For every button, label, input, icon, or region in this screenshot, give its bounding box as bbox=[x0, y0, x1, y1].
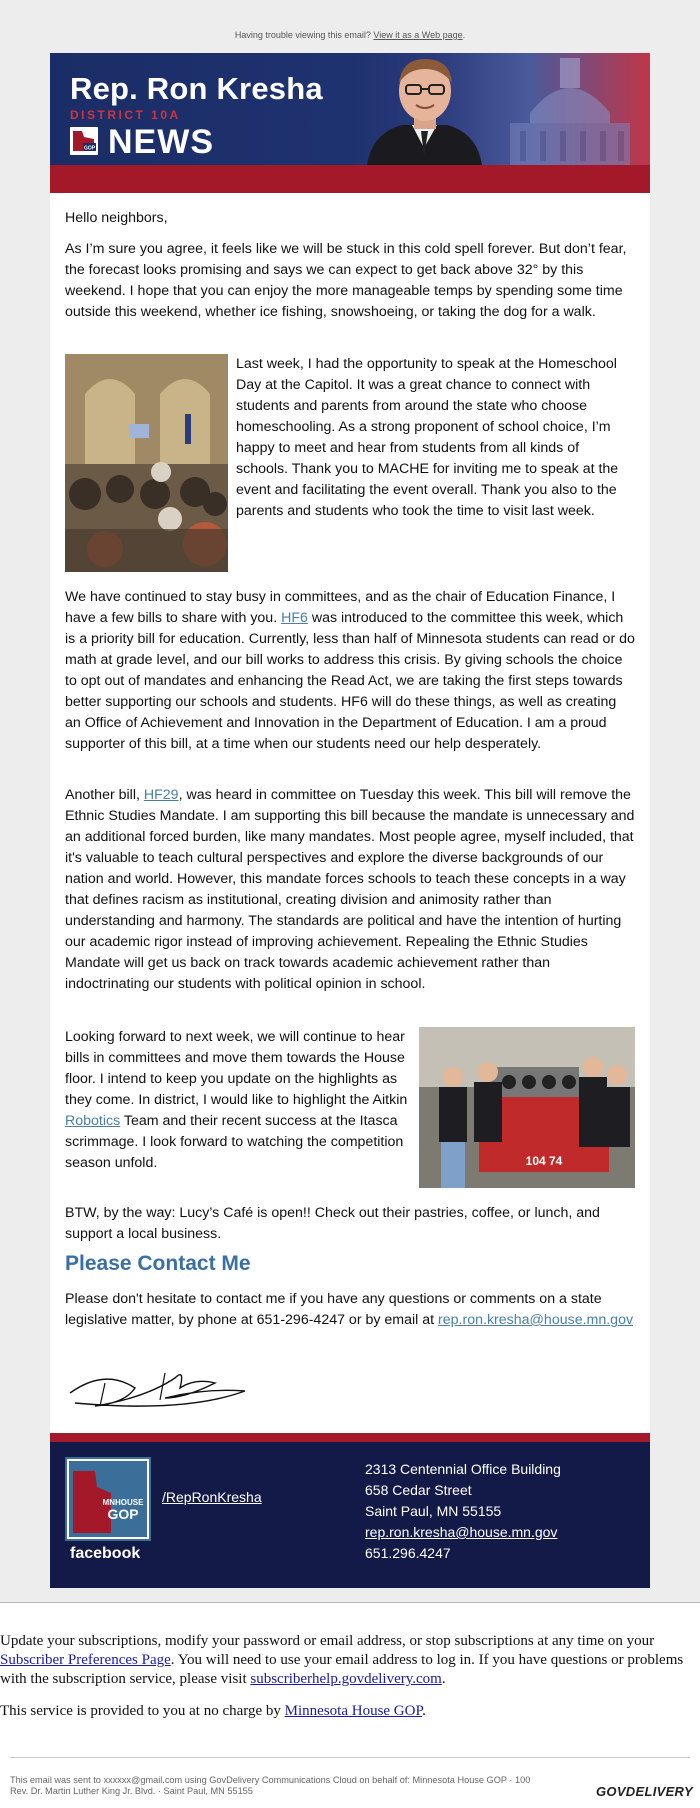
homeschool-day-photo bbox=[65, 354, 228, 572]
header-title: Rep. Ron Kresha bbox=[70, 71, 323, 106]
divider bbox=[0, 1602, 700, 1603]
capitol-dome-image bbox=[490, 53, 650, 165]
view-online-note: Having trouble viewing this email? View it as a Web page. bbox=[234, 30, 466, 40]
paragraph-hf29: Another bill, HF29, was heard in committee on Tuesday this week. This bill will remove the Ethnic Studies Mandate. I am supporting this bill because the mandate is unnecessary and an additional forced burden, like many mandates. Most people agree, myself included, that it's valuable to teach cultural perspectives and explore the diverse backgrounds of our nation and world. However, this mandate forces schools to teach these concepts in a way that defines racism as institutional, creating division and animosity rather than understanding and harmony. The standards are political and have the intention of hurting our academic rigor instead of improving achievement. Repealing the Ethnic Studies Mandate will get us back on track towards academic achievement rather than indoctrinating our students with political opinion in school. bbox=[65, 787, 635, 992]
paragraph-contact: Please don't hesitate to contact me if you have any questions or comments on a state legislative matter, by phone at 651-296-4247 or by email at rep.ron.kresha@house.mn.gov bbox=[65, 1291, 634, 1328]
greeting: Hello neighbors, bbox=[65, 210, 168, 226]
subscription-notice: Update your subscriptions, modify your password or email address, or stop subscriptions at any time on your Subscriber Preferences Page. You will need to use your email address to log in. If you have questions or problems with the subscription service, please visit subscriberhelp.govdelivery.com. bbox=[0, 1633, 684, 1687]
paragraph-weather: As I’m sure you agree, it feels like we will be stuck in this cold spell forever. But don’t fear, the forecast looks promising and says we can expect to get back above 32° by this weekend. I hope that you can enjoy the more manageable temps by spending some time outside this weekend, whether ice fishing, snowshoeing, or taking the dog for a walk. bbox=[65, 241, 627, 320]
robot-number-label: 104 74 bbox=[525, 1154, 563, 1168]
robotics-team-photo bbox=[419, 1027, 635, 1188]
signature-image bbox=[65, 1358, 255, 1413]
svg-text:GOP: GOP bbox=[107, 1506, 139, 1522]
hf29-link[interactable]: HF29 bbox=[143, 787, 179, 803]
svg-text:GOP: GOP bbox=[83, 145, 96, 152]
header-news: NEWS bbox=[108, 123, 214, 161]
paragraph-hf6: We have continued to stay busy in committees, and as the chair of Education Finance, I have a few bills to share with you. HF6 was introduced to the committee this week, which is a priority bill for education. Currently, less than half of Minnesota students can read or do math at grade level, and our bill works to address this crisis. By giving schools the choice to opt out of mandates and enhancing the Read Act, we are taking the first steps towards better supporting our schools and students. HF6 will do these things, as well as creating an Office of Achievement and Innovation in the Department of Education. I am a proud supporter of this bill, at a time when our students need our help desperately. bbox=[65, 589, 635, 752]
govdelivery-logo[interactable]: GOVDELIVERY bbox=[596, 1784, 693, 1799]
facebook-label: facebook bbox=[70, 1545, 141, 1562]
subscriber-preferences-link[interactable]: Subscriber Preferences Page bbox=[0, 1652, 171, 1668]
mn-house-gop-link[interactable]: Minnesota House GOP bbox=[284, 1703, 423, 1719]
paragraph-robotics: Looking forward to next week, we will continue to hear bills in committees and move them towards the House floor. I intend to keep you update on the highlights as they come. In district, I would like to highlight the Aitkin Robotics Team and their recent success at the Itasca scrimmage. I look forward to watching the competition season unfold. bbox=[65, 1029, 408, 1171]
robotics-link[interactable]: Robotics bbox=[65, 1113, 121, 1129]
footer-email-link[interactable]: rep.ron.kresha@house.mn.gov bbox=[365, 1524, 558, 1540]
email-container bbox=[50, 53, 650, 1588]
newsletter-footer bbox=[50, 1433, 650, 1588]
newsletter-header bbox=[50, 53, 650, 193]
paragraph-homeschool: Last week, I had the opportunity to speak at the Homeschool Day at the Capitol. It was a great chance to connect with students and parents from around the state who choose homeschooling. As a strong proponent of school choice, I’m happy to meet and hear from students from all kinds of schools. Thank you to MACHE for inviting me to speak at the event and facilitating the event overall. Thank you also to the parents and students who took the time to visit last week. bbox=[236, 356, 619, 519]
gop-logo-icon bbox=[70, 127, 98, 155]
office-address: 2313 Centennial Office Building 658 Cedar Street Saint Paul, MN 55155 rep.ron.kresha@house.mn.gov 651.296.4247 bbox=[365, 1459, 561, 1564]
service-provided-note: This service is provided to you at no charge by Minnesota House GOP. bbox=[0, 1703, 426, 1719]
footer-phone: 651.296.4247 bbox=[365, 1545, 451, 1561]
view-web-page-link[interactable]: View it as a Web page bbox=[373, 30, 463, 40]
hf6-link[interactable]: HF6 bbox=[281, 610, 308, 626]
mn-house-gop-logo[interactable] bbox=[65, 1457, 151, 1541]
legal-divider bbox=[10, 1757, 690, 1758]
subscriber-help-link[interactable]: subscriberhelp.govdelivery.com bbox=[250, 1671, 442, 1687]
svg-text:MNHOUSE: MNHOUSE bbox=[102, 1498, 144, 1507]
facebook-link[interactable]: /RepRonKresha bbox=[162, 1489, 262, 1505]
contact-email-link[interactable]: rep.ron.kresha@house.mn.gov bbox=[438, 1312, 634, 1328]
legal-footer: This email was sent to xxxxxx@gmail.com using GovDelivery Communications Cloud on behalf of: Minnesota House GOP · 100 Rev. Dr. Martin Luther King Jr. Blvd. · Saint Paul, MN 55155 bbox=[10, 1775, 531, 1796]
representative-portrait bbox=[362, 53, 487, 165]
paragraph-lucys-cafe: BTW, by the way: Lucy’s Café is open!! Check out their pastries, coffee, or lunch, and support a local business. bbox=[65, 1205, 600, 1242]
contact-heading: Please Contact Me bbox=[65, 1252, 251, 1275]
header-district: DISTRICT 10A bbox=[70, 108, 181, 122]
